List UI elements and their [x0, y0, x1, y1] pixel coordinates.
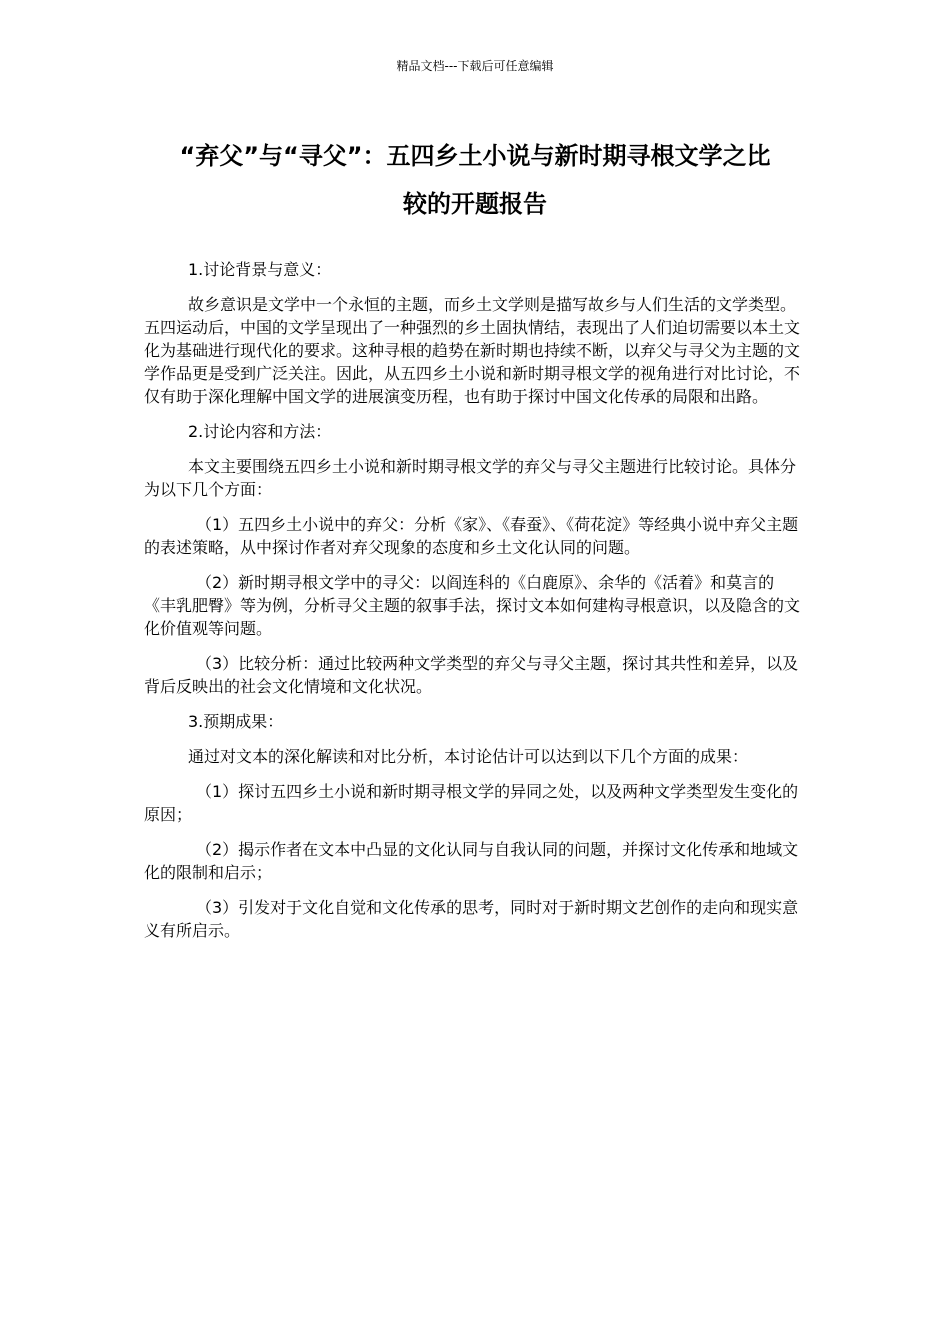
- list-item: （3）引发对于文化自觉和文化传承的思考，同时对于新时期文艺创作的走向和现实意义有所启示。: [144, 898, 799, 940]
- body-paragraph: 本文主要围绕五四乡土小说和新时期寻根文学的弃父与寻父主题进行比较讨论。具体分为以下几个方面：: [144, 457, 797, 499]
- page-header-watermark: 精品文档---下载后可任意编辑: [396, 59, 554, 73]
- list-item: （1）五四乡土小说中的弃父：分析《家》、《春蚕》、《荷花淀》等经典小说中弃父主题的表述策略，从中探讨作者对弃父现象的态度和乡土文化认同的问题。: [144, 515, 799, 557]
- document-body: [144, 258, 806, 954]
- section-heading: 1.讨论背景与意义：: [188, 260, 332, 279]
- document-title: [130, 132, 820, 228]
- section-heading: 2.讨论内容和方法：: [188, 422, 332, 441]
- title-line-2: 较的开题报告: [403, 190, 547, 218]
- title-line-1: “弃父”与“寻父”：五四乡土小说与新时期寻根文学之比: [179, 142, 771, 170]
- body-paragraph: 通过对文本的深化解读和对比分析，本讨论估计可以达到以下几个方面的成果：: [188, 747, 749, 766]
- list-item: （3）比较分析：通过比较两种文学类型的弃父与寻父主题，探讨其共性和差异，以及背后反映出的社会文化情境和文化状况。: [144, 654, 799, 696]
- list-item: （2）揭示作者在文本中凸显的文化认同与自我认同的问题，并探讨文化传承和地域文化的限制和启示；: [144, 840, 799, 882]
- section-heading: 3.预期成果：: [188, 712, 284, 731]
- list-item: （2）新时期寻根文学中的寻父：以阎连科的《白鹿原》、余华的《活着》和莫言的《丰乳肥臀》等为例，分析寻父主题的叙事手法，探讨文本如何建构寻根意识，以及隐含的文化价值观等问题。: [144, 573, 801, 638]
- body-paragraph: 故乡意识是文学中一个永恒的主题，而乡土文学则是描写故乡与人们生活的文学类型。五四运动后，中国的文学呈现出了一种强烈的乡土固执情结，表现出了人们迫切需要以本土文化为基础进行现代化的要求。这种寻根的趋势在新时期也持续不断，以弃父与寻父为主题的文学作品更是受到广泛关注。因此，从五四乡土小说和新时期寻根文学的视角进行对比讨论，不仅有助于深化理解中国文学的进展演变历程，也有助于探讨中国文化传承的局限和出路。: [144, 295, 801, 406]
- list-item: （1）探讨五四乡土小说和新时期寻根文学的异同之处，以及两种文学类型发生变化的原因；: [144, 782, 799, 824]
